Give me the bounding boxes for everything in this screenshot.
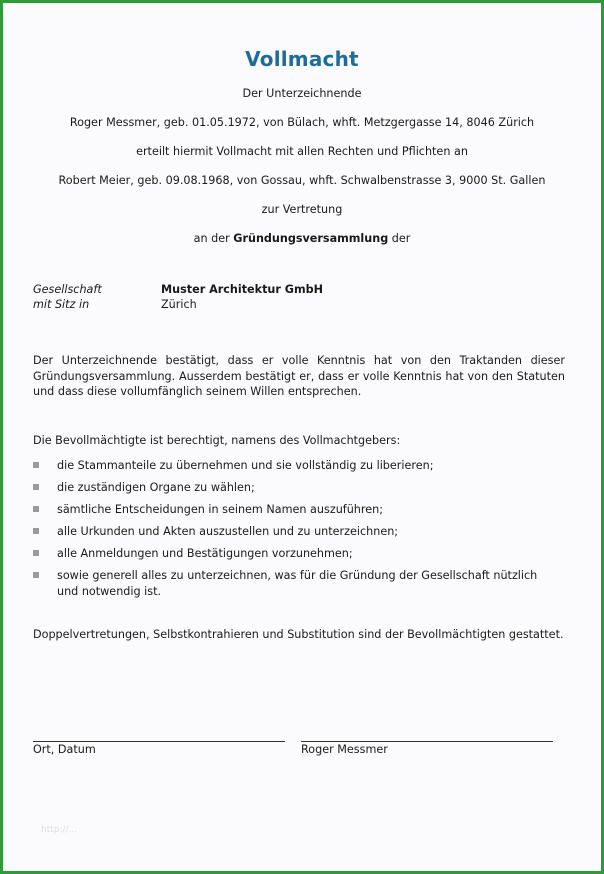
document-page: Vollmacht Der Unterzeichnende Roger Messmer, geb. 01.05.1972, von Bülach, whft. Metzgergasse 14, 8046 Zürich erteilt hiermit Vollmacht mit allen Rechten und Pflichten an Robert Meier, geb. 09.08.1968, von Gossau, whft. Schwalbenstrasse 3, 9000 St. Gallen zur Vertretung an der Gründungsversammlung der Gesellschaft Muster Architektur GmbH mit Sitz in Zürich Der Unterzeichnende bestätigt, dass er volle Kenntnis hat von den Traktanden dieser Gründungsversammlung. Ausserdem bestätigt er, dass er volle Kenntnis hat von den Statuten und dass diese vollumfänglich seinem Willen entsprechen. Die Bevollmächtigte ist berechtigt, namens des Vollmachtgebers: die Stammanteile zu übernehmen und sie vollständig zu liberieren; die zuständigen Organe zu wählen; sämtliche Entscheidungen in seinem Namen auszuführen; alle Urkunden und Akten auszustellen und zu unterzeichnen; alle Anmeldungen und Bestätigungen vorzunehmen; sowie generell alles zu unterzeichnen, was für die Gründung der Gesellschaft nützlich und notwendig ist. Doppelvertretungen, Selbstkontrahieren und Substitution sind der Bevollmächtigten gestattet. Ort, Datum Roger Messmer http://... <box>0 0 604 874</box>
meeting-suffix: der <box>391 232 411 245</box>
bullet-icon <box>33 484 39 490</box>
intro-line: Der Unterzeichnende <box>242 87 362 100</box>
grantor-line: Roger Messmer, geb. 01.05.1972, von Bülach, whft. Metzgergasse 14, 8046 Zürich <box>69 116 535 129</box>
confirmation-paragraph: Der Unterzeichnende bestätigt, dass er volle Kenntnis hat von den Traktanden dieser Gründungsversammlung. Ausserdem bestätigt er, dass er volle Kenntnis hat von den Statuten und dass diese vollumfänglich seinem Willen entsprechen. <box>33 354 565 398</box>
meeting-prefix: an der <box>193 232 230 245</box>
document-title: Vollmacht <box>245 47 359 71</box>
grant-line: erteilt hiermit Vollmacht mit allen Rechten und Pflichten an <box>136 145 468 158</box>
seat-value: Zürich <box>161 298 197 311</box>
bullet-icon <box>33 462 39 468</box>
meeting-name: Gründungsversammlung <box>233 232 389 245</box>
bullet-icon <box>33 528 39 534</box>
signature-line-grantor <box>301 741 553 742</box>
meeting-line <box>3 232 601 245</box>
agent-line: Robert Meier, geb. 09.08.1968, von Gossau, whft. Schwalbenstrasse 3, 9000 St. Gallen <box>58 174 546 187</box>
authorization-intro: Die Bevollmächtigte ist berechtigt, namens des Vollmachtgebers: <box>33 434 401 447</box>
closing-paragraph: Doppelvertretungen, Selbstkontrahieren und Substitution sind der Bevollmächtigten gestattet. <box>33 628 564 641</box>
signature-label-place-date: Ort, Datum <box>33 743 96 756</box>
seat-label: mit Sitz in <box>33 298 90 311</box>
bullet-icon <box>33 506 39 512</box>
company-value: Muster Architektur GmbH <box>161 283 324 296</box>
signature-label-grantor: Roger Messmer <box>301 743 388 756</box>
representation-line: zur Vertretung <box>261 203 343 216</box>
signature-line-place-date <box>33 741 285 742</box>
company-label: Gesellschaft <box>33 283 102 296</box>
bullet-icon <box>33 550 39 556</box>
bullet-icon <box>33 572 39 578</box>
watermark: http://... <box>41 825 78 835</box>
